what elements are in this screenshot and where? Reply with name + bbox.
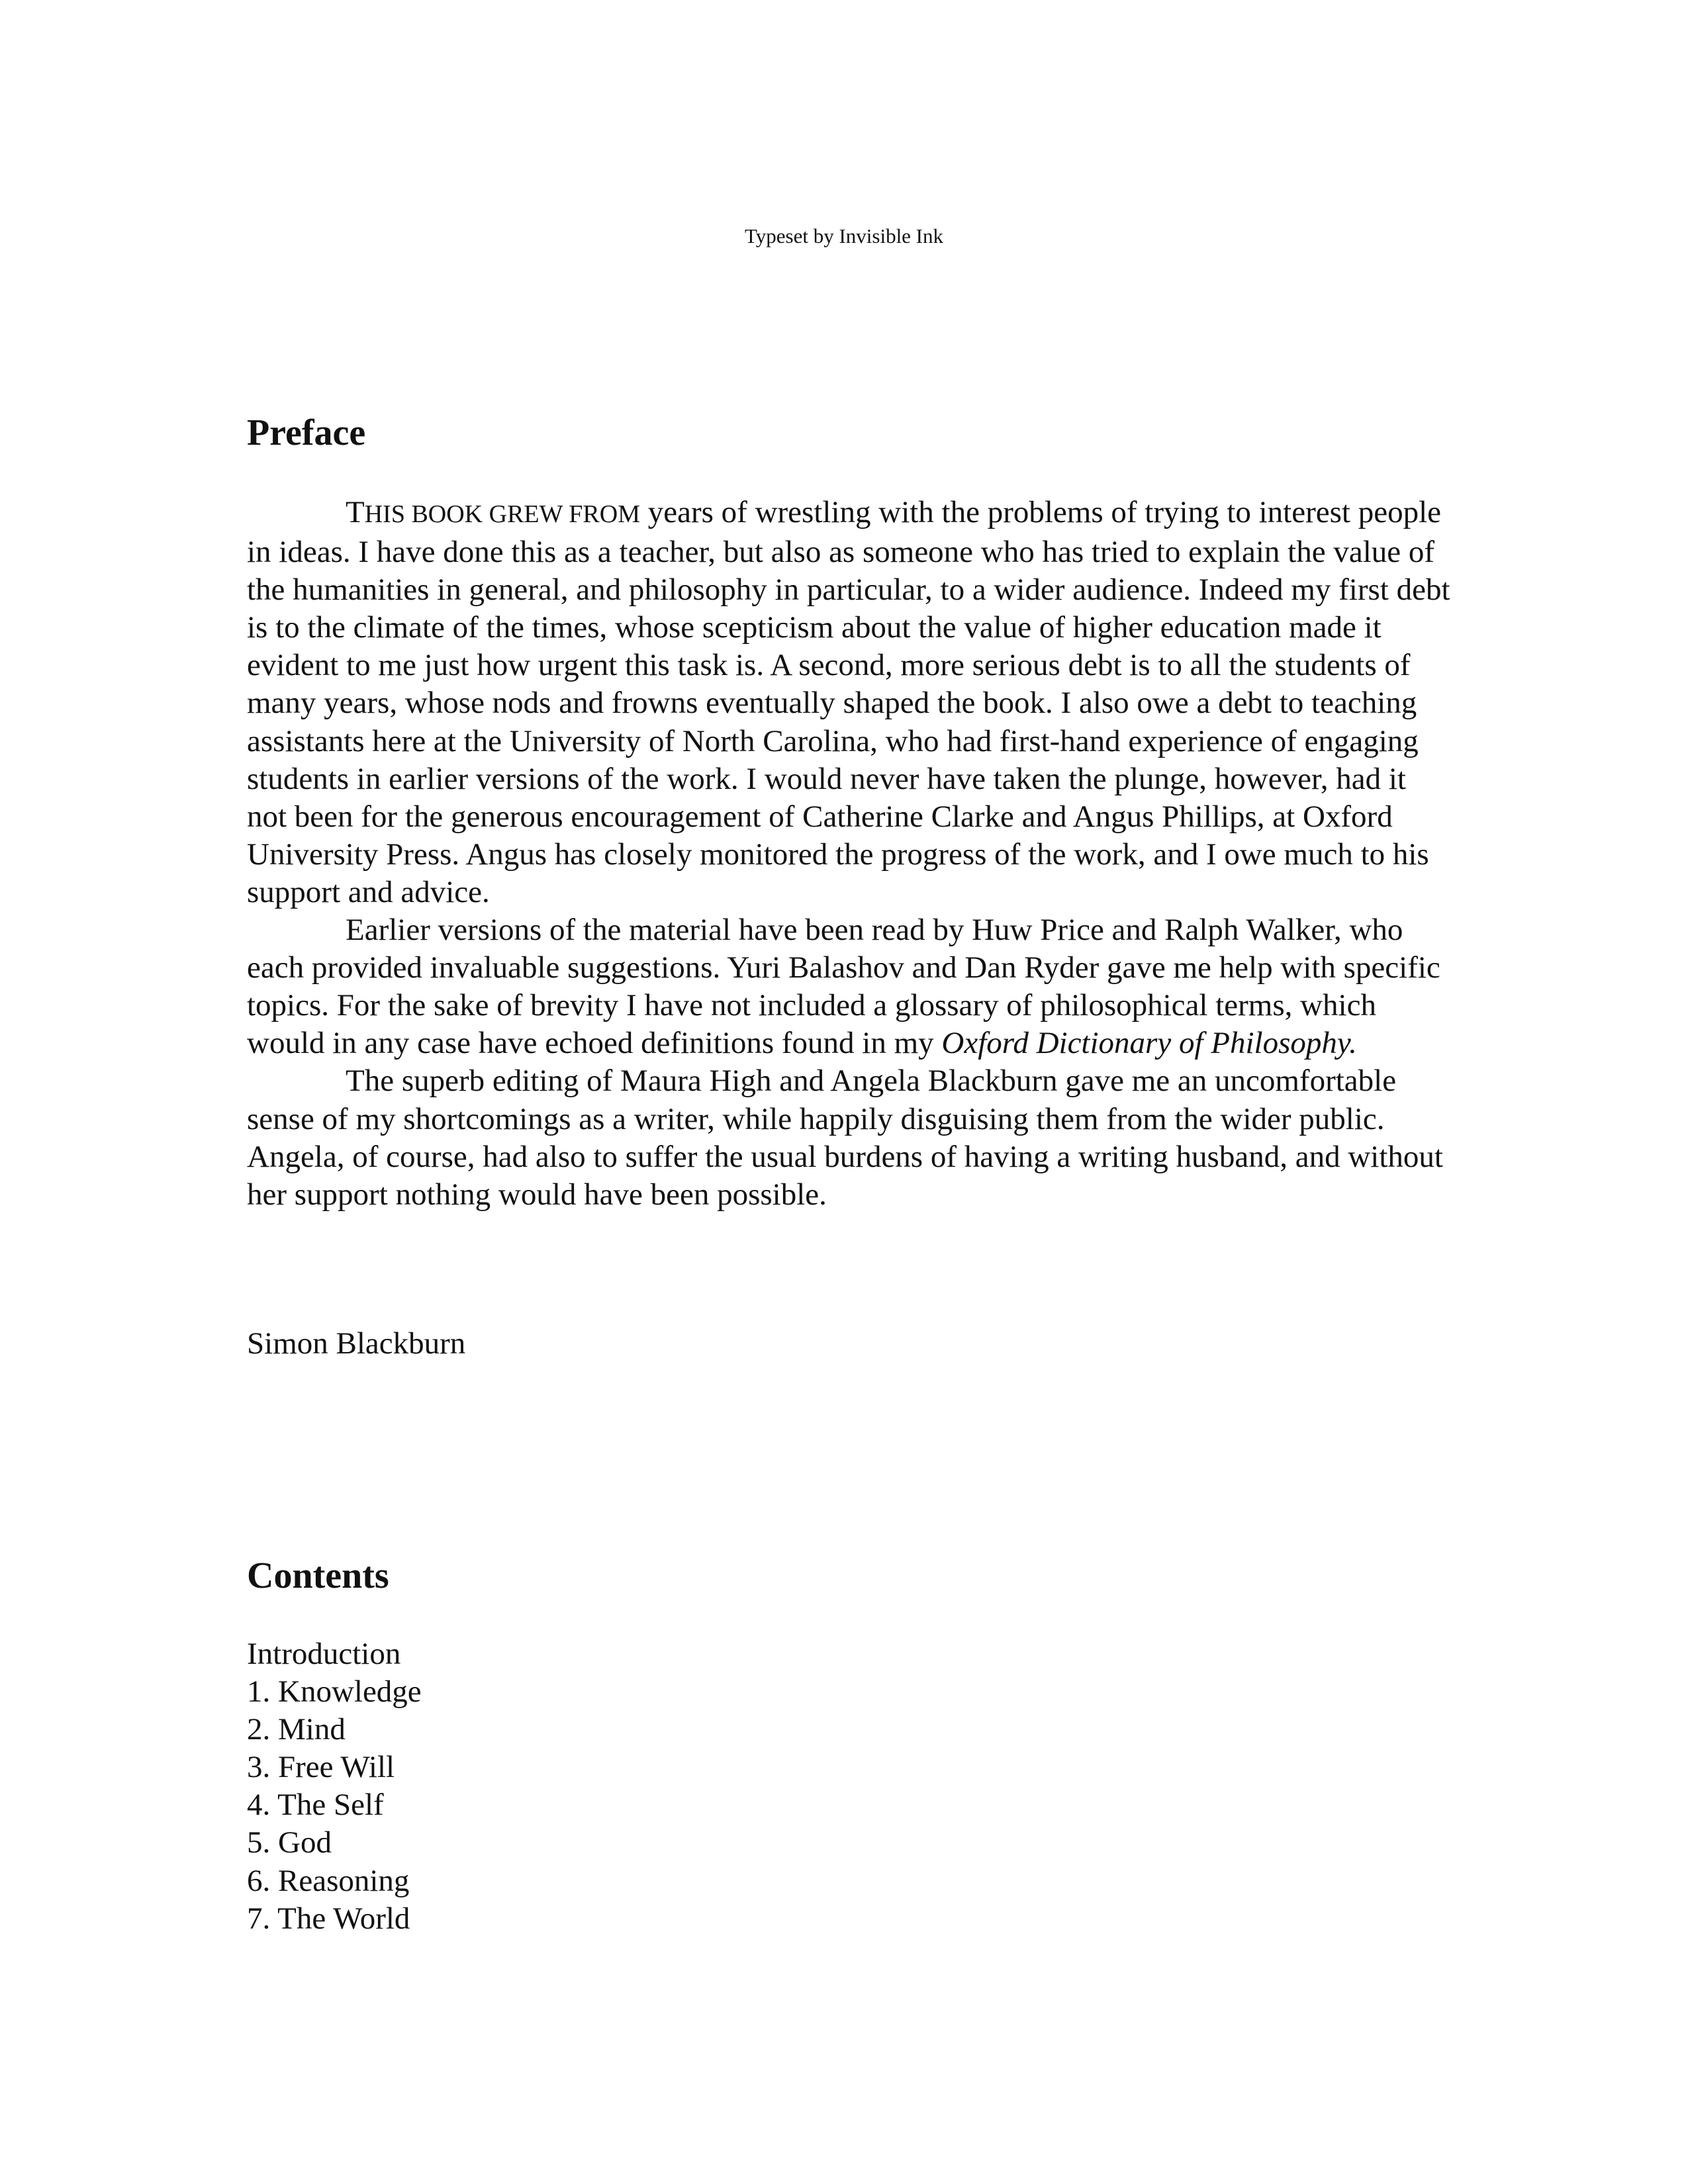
book-title-reference: Oxford Dictionary of Philosophy. xyxy=(941,1026,1357,1061)
table-of-contents xyxy=(247,1635,422,1938)
contents-heading: Contents xyxy=(247,1555,389,1596)
preface-paragraph-2 xyxy=(247,911,1452,1062)
preface-paragraph-3 xyxy=(247,1062,1452,1213)
toc-item-knowledge[interactable]: 1. Knowledge xyxy=(247,1674,422,1709)
preface-body xyxy=(247,494,1452,1214)
paragraph-1-text: years of wrestling with the problems of trying to interest people in ideas. I have done this as a teacher, but also as someone who has tried to explain the value of the humanities in general, and philosophy in particular, to a wider audience. Indeed my first debt is to the climate of the times, whose scepticism about the value of higher education made it evident to me just how urgent this task is. A second, more serious debt is to all the students of many years, whose nods and frowns eventually shaped the book. I also owe a debt to teaching assistants here at the University of North Carolina, who had first-hand experience of engaging students in earlier versions of the work. I would never have taken the plunge, however, had it not been for the generous encouragement of Catherine Clarke and Angus Phillips, at Oxford University Press. Angus has closely monitored the progress of the work, and I owe much to his support and advice. xyxy=(247,495,1450,909)
toc-item-mind[interactable]: 2. Mind xyxy=(247,1712,346,1747)
preface-paragraph-1 xyxy=(247,494,1452,911)
toc-item-reasoning[interactable]: 6. Reasoning xyxy=(247,1863,410,1898)
typeset-credit: Typeset by Invisible Ink xyxy=(744,224,944,248)
paragraph-2-text: Earlier versions of the material have been read by Huw Price and Ralph Walker, who each provided invaluable suggestions. Yuri Balashov and Dan Ryder gave me help with specific topics. For the sake of brevity I have not included a glossary of philosophical terms, which would in any case have echoed definitions found in my xyxy=(247,913,1440,1061)
drop-lead-letter: T xyxy=(346,495,365,529)
toc-item-the-world[interactable]: 7. The World xyxy=(247,1901,410,1936)
paragraph-3-text: The superb editing of Maura High and Angela Blackburn gave me an uncomfortable sense of my shortcomings as a writer, while happily disguising them from the wider public. Angela, of course, had also to suffer the usual burdens of having a writing husband, and without her support nothing would have been possible. xyxy=(247,1064,1443,1212)
author-signature: Simon Blackburn xyxy=(247,1326,466,1361)
preface-heading: Preface xyxy=(247,412,366,453)
toc-item-the-self[interactable]: 4. The Self xyxy=(247,1788,384,1823)
toc-item-god[interactable]: 5. God xyxy=(247,1825,332,1860)
toc-item-introduction[interactable]: Introduction xyxy=(247,1637,401,1671)
small-caps-opening: HIS BOOK GREW FROM xyxy=(364,500,641,528)
toc-item-free-will[interactable]: 3. Free Will xyxy=(247,1750,395,1785)
